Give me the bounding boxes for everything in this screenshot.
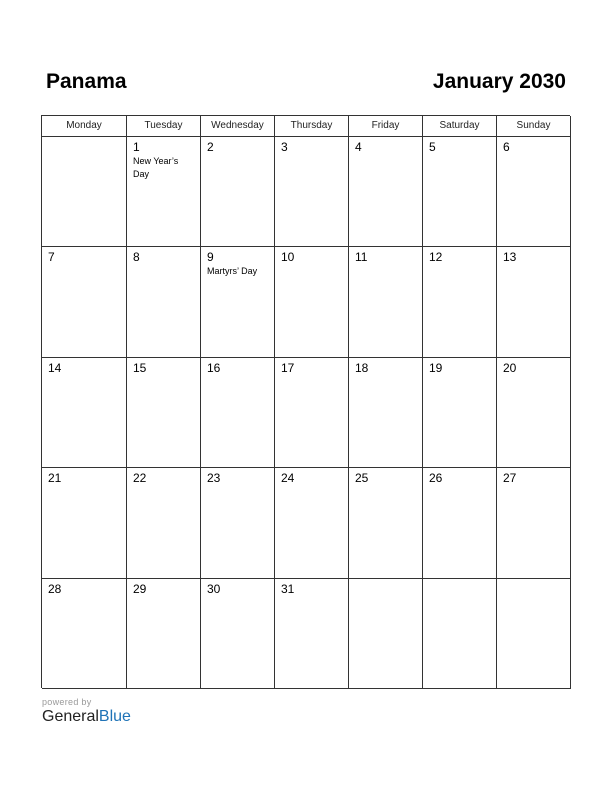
day-cell <box>349 468 423 578</box>
country-title: Panama <box>46 70 127 93</box>
day-number: 19 <box>429 360 443 375</box>
day-cell <box>42 579 127 689</box>
weekday-header: Monday <box>42 116 127 137</box>
day-cell <box>275 468 349 578</box>
day-number: 3 <box>281 140 288 154</box>
weekday-header: Thursday <box>275 116 349 137</box>
day-cell <box>42 468 127 578</box>
day-number: 28 <box>48 581 62 596</box>
day-cell <box>423 358 497 468</box>
day-cell <box>42 247 127 357</box>
day-number: 22 <box>133 471 147 486</box>
brand-footer <box>42 697 131 726</box>
day-number: 26 <box>429 471 443 486</box>
day-number: 25 <box>355 471 369 486</box>
day-cell <box>497 468 571 578</box>
day-number: 16 <box>207 360 221 375</box>
day-cell <box>349 247 423 357</box>
day-number: 24 <box>281 471 295 486</box>
day-cell <box>423 247 497 357</box>
day-cell <box>497 358 571 468</box>
day-number: 6 <box>503 140 510 154</box>
weekday-header: Friday <box>349 116 423 137</box>
day-number: 7 <box>48 250 55 265</box>
day-cell <box>127 579 201 689</box>
day-cell <box>127 247 201 357</box>
day-cell <box>201 247 275 357</box>
weekday-header: Tuesday <box>127 116 201 137</box>
powered-by-label: powered by <box>42 697 92 707</box>
day-cell <box>201 468 275 578</box>
day-cell <box>275 579 349 689</box>
day-cell <box>497 137 571 247</box>
weekday-header: Wednesday <box>201 116 275 137</box>
day-number: 8 <box>133 250 140 265</box>
day-cell <box>42 358 127 468</box>
day-cell <box>497 247 571 357</box>
day-number: 29 <box>133 581 147 596</box>
day-number: 2 <box>207 140 214 154</box>
day-number: 1 <box>133 140 140 154</box>
calendar-grid <box>41 115 570 688</box>
day-cell <box>201 579 275 689</box>
day-cell <box>127 137 201 247</box>
day-cell <box>423 468 497 578</box>
day-cell <box>497 579 571 689</box>
day-cell <box>127 358 201 468</box>
day-cell <box>349 137 423 247</box>
day-cell <box>349 579 423 689</box>
day-cell <box>42 137 127 247</box>
logo-blue-text: Blue <box>98 708 131 725</box>
holiday-label: Martyrs’ Day <box>207 266 258 277</box>
day-cell <box>349 358 423 468</box>
day-number: 12 <box>429 250 443 265</box>
day-cell <box>127 468 201 578</box>
day-number: 18 <box>355 360 369 375</box>
day-number: 20 <box>503 360 517 375</box>
day-number: 13 <box>503 250 517 265</box>
month-year-title: January 2030 <box>432 70 566 93</box>
day-number: 15 <box>133 360 147 375</box>
day-cell <box>201 358 275 468</box>
generalblue-logo <box>42 708 131 726</box>
day-number: 5 <box>429 140 436 154</box>
day-cell <box>275 247 349 357</box>
weekday-header: Saturday <box>423 116 497 137</box>
day-number: 9 <box>207 250 214 265</box>
day-number: 30 <box>207 581 221 596</box>
weekday-header: Sunday <box>497 116 571 137</box>
day-number: 14 <box>48 360 62 375</box>
day-cell <box>275 358 349 468</box>
day-number: 10 <box>281 250 295 265</box>
day-cell <box>275 137 349 247</box>
holiday-label: New Year’s Day <box>133 156 179 179</box>
day-cell <box>201 137 275 247</box>
day-number: 4 <box>355 140 362 154</box>
day-cell <box>423 137 497 247</box>
day-number: 11 <box>355 250 368 265</box>
day-cell <box>423 579 497 689</box>
day-number: 21 <box>48 471 62 486</box>
day-number: 23 <box>207 471 221 486</box>
day-number: 31 <box>281 581 295 596</box>
logo-general-text: General <box>42 708 99 725</box>
day-number: 17 <box>281 360 295 375</box>
day-number: 27 <box>503 471 517 486</box>
